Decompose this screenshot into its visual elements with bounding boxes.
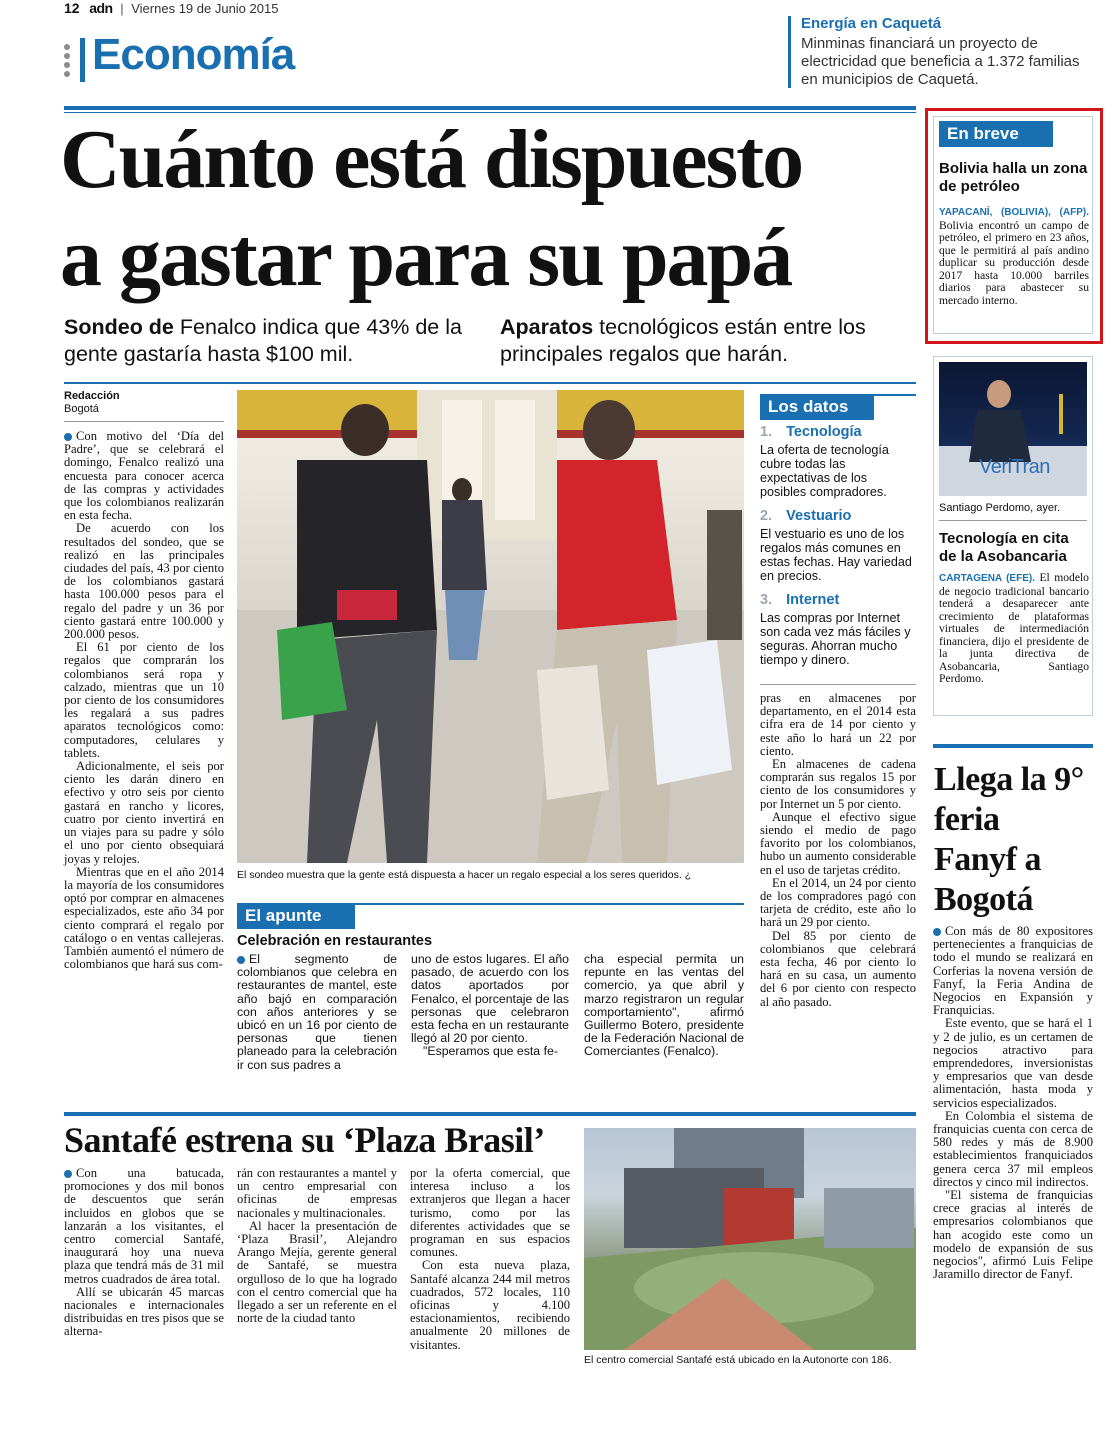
main-col4 bbox=[760, 692, 916, 1009]
bullet-icon bbox=[64, 433, 72, 441]
col4-p5: Del 85 por ciento de colombianos que celebrará esta fecha, 46 por ciento lo hará en su casa, un aumento del 6 por ciento con respecto al año pasado. bbox=[760, 928, 916, 1009]
fanyf-p2: Este evento, que se hará el 1 y 2 de julio, es un certamen de negocios atractivo para emprendedores, inversionistas y empresarios que van desde alimentación, hasta moda y servicios especializados. bbox=[933, 1016, 1093, 1110]
deck-right bbox=[500, 314, 915, 368]
bullet-icon bbox=[237, 956, 245, 964]
page-header bbox=[64, 0, 764, 18]
fanyf-p1: Con más de 80 expositores pertenecientes a franquicias de todo el mundo se realizará en Corferias la novena versión de Fanyf, la Feria Andina de Negocios en Expansión y Franquicias. bbox=[933, 924, 1093, 1018]
col1-p5: Mientras que en el año 2014 la mayoría de los consumidores optó por comprar en almacenes especializados, este año 34 por ciento comprará el regalo por catálogo o en ventas callejeras. También aumentó el número de colombianos que hará sus com- bbox=[64, 864, 224, 972]
byline-city: Bogotá bbox=[64, 403, 99, 415]
los-datos-list bbox=[760, 424, 916, 676]
asobancaria-headline: Tecnología en cita de la Asobancaria bbox=[939, 530, 1069, 565]
asobancaria-text: El modelo de negocio tradicional bancario tenderá a desaparecer ante crecimiento de plataformas virtuales de intermediación financiera, dijo el presidente de la junta directiva de Asobancaria, Santiago Perdomo. bbox=[939, 571, 1089, 685]
el-apunte-col2-p2: "Esperamos que esta fe- bbox=[423, 1044, 558, 1059]
santafe-col1-p1: Con una batucada, promociones y dos mil bonos de descuentos que serán incluidos en globos que se lanzarán a los visitantes, el centro comercial Santafé, inaugurará hoy una nueva plaza que tendrá más de 31 mil metros cuadrados de área total. bbox=[64, 1166, 224, 1286]
santafe-col1 bbox=[64, 1167, 224, 1339]
asobancaria-photo bbox=[939, 362, 1087, 496]
los-datos-rule bbox=[870, 394, 916, 396]
brand-logo: adn bbox=[89, 0, 113, 16]
datos-text: El vestuario es uno de los regalos más comunes en estas fechas. Hay variedad en precios. bbox=[760, 527, 912, 583]
deck-left bbox=[64, 314, 494, 368]
teaser-title: Energía en Caquetá bbox=[801, 15, 942, 32]
el-apunte-col1 bbox=[237, 953, 397, 1072]
el-apunte-col2-text: uno de estos lugares. El año pasado, de acuerdo con los datos aportados por Fenalco, el porcentaje de las personas que celebraron esta fecha en un restaurante llegó al 20 por ciento. bbox=[411, 952, 569, 1046]
caption-glyph: ¿ bbox=[684, 869, 692, 881]
santafe-col3 bbox=[410, 1167, 570, 1352]
main-headline-line2: a gastar para su papá bbox=[60, 211, 792, 304]
el-apunte-col2 bbox=[411, 953, 569, 1059]
fanyf-p3: En Colombia el sistema de franquicias cuenta con cerca de 580 redes y más de 8.900 establecimientos franquiciados genera cerca 37 mil empleos directos y cinco mil indirectos. bbox=[933, 1108, 1093, 1189]
en-breve-dateline: YAPACANÍ, (BOLIVIA), (AFP). bbox=[939, 207, 1089, 218]
main-photo bbox=[237, 390, 744, 863]
main-col1 bbox=[64, 430, 224, 971]
page-date: Viernes 19 de Junio 2015 bbox=[131, 1, 279, 16]
deck-right-bold: Aparatos bbox=[500, 315, 594, 339]
los-datos-tag: Los datos bbox=[760, 394, 874, 420]
page-number: 12 bbox=[64, 0, 80, 16]
col1-p1: Con motivo del ‘Día del Padre’, que se celebrará el domingo, Fenalco realizó una encuesta para conocer acerca de las compras y actividades que los colombianos realizarán en esta fecha. bbox=[64, 429, 224, 523]
santafe-col1-p2: Allí se ubicarán 45 marcas nacionales e internacionales distribuidas en tres pisos que se alterna- bbox=[64, 1284, 224, 1339]
santafe-col3-p2: Con esta nueva plaza, Santafé alcanza 244 mil metros cuadrados, 572 locales, 110 oficinas y 4.100 estacionamientos, recibiendo anualmente 20 millones de visitantes. bbox=[410, 1258, 570, 1352]
datos-text: La oferta de tecnología cubre todas las expectativas de los posibles compradores. bbox=[760, 443, 889, 499]
santafe-col2 bbox=[237, 1167, 397, 1325]
asobancaria-photo-caption: Santiago Perdomo, ayer. bbox=[939, 502, 1061, 514]
main-headline-line1: Cuánto está dispuesto bbox=[60, 113, 803, 206]
section-title: Economía bbox=[92, 30, 295, 79]
teaser-bar bbox=[788, 16, 791, 88]
deck-rule bbox=[64, 382, 916, 384]
datos-title: Vestuario bbox=[786, 508, 852, 524]
fanyf-headline: Llega la 9° feria Fanyf a Bogotá bbox=[934, 761, 1084, 918]
el-apunte-rule bbox=[351, 903, 744, 905]
asobancaria-caption-rule bbox=[939, 520, 1087, 521]
en-breve-headline: Bolivia halla un zona de petróleo bbox=[939, 160, 1088, 195]
bullet-icon bbox=[933, 928, 941, 936]
header-divider: | bbox=[120, 1, 124, 16]
col1-p4: Adicionalmente, el seis por ciento les darán dinero en efectivo y otro seis por ciento gastará en rancho y licores, cuatro por ciento invertirá en un viajes para su padre y sólo el uno por ciento obsequiará joyas y relojes. bbox=[64, 759, 224, 866]
col4-p2: En almacenes de cadena comprarán sus regalos 15 por ciento de los consumidores y por Internet un 5 por ciento. bbox=[760, 757, 916, 811]
fanyf-rule bbox=[933, 744, 1093, 748]
teaser-text: Minminas financiará un proyecto de electricidad que beneficia a 1.372 familias en municipios de Caquetá. bbox=[801, 35, 1080, 88]
datos-title: Internet bbox=[786, 592, 840, 608]
col4-p1: pras en almacenes por departamento, en el 2014 esta cifra era de 14 por ciento y este año lo hará un 22 por ciento. bbox=[760, 691, 916, 758]
datos-num: 2. bbox=[760, 508, 773, 524]
top-rule bbox=[64, 106, 916, 110]
en-breve-body bbox=[939, 206, 1089, 307]
bullet-icon bbox=[64, 1170, 72, 1178]
shoppers-illustration bbox=[237, 390, 744, 863]
el-apunte-col3-text: cha especial permita un repunte en las ventas del comercio, ya que abril y marzo registraron un regular comportamiento", afirmó Guillermo Botero, presidente de la Federación Nacional de Comerciantes (Fenalco). bbox=[584, 952, 744, 1059]
santafe-col3-p1: por la oferta comercial, que interesa incluso a los extranjeros que llegan a hacer turismo, como por las diferentes actividades que se programan en sus espacios comunes. bbox=[410, 1166, 570, 1260]
santafe-rule bbox=[64, 1112, 916, 1116]
santafe-col2-p2: Al hacer la presentación de ‘Plaza Brasil’, Alejandro Arango Mejía, gerente general de Santafé, se muestra orgulloso de lo que ha logrado con el centro comercial que ha llegado a ser un referente en el norte de la ciudad tanto bbox=[237, 1218, 397, 1326]
santafe-headline: Santafé estrena su ‘Plaza Brasil’ bbox=[64, 1120, 545, 1160]
santafe-photo-caption: El centro comercial Santafé está ubicado en la Autonorte con 186. bbox=[584, 1354, 892, 1366]
santafe-photo bbox=[584, 1128, 916, 1350]
asobancaria-dateline: CARTAGENA (EFE). bbox=[939, 573, 1035, 584]
col4-p4: En el 2014, un 24 por ciento de los compradores pagó con tarjeta de crédito, este año lo hará un 29 por ciento. bbox=[760, 875, 916, 930]
fanyf-body bbox=[933, 925, 1093, 1281]
section-dots-icon bbox=[64, 42, 72, 82]
el-apunte-col3 bbox=[584, 953, 744, 1059]
deck-left-text: Fenalco indica que 43% de la gente gastaría hasta $100 mil. bbox=[64, 315, 462, 366]
el-apunte-title: Celebración en restaurantes bbox=[237, 933, 433, 949]
datos-item bbox=[760, 424, 916, 508]
datos-item bbox=[760, 592, 916, 676]
col1-p2: De acuerdo con los resultados del sondeo, que se realizó en las principales ciudades del país, 43 por ciento de los colombianos gastará hasta 100.000 pesos para el regalo del padre y un 36 por ciento gastará entre 100.000 y 200.000 pesos. bbox=[64, 521, 224, 642]
en-breve-tag: En breve bbox=[939, 121, 1053, 147]
deck-left-bold: Sondeo de bbox=[64, 315, 174, 339]
veritran-sign: VeriTran bbox=[979, 456, 1050, 478]
datos-num: 3. bbox=[760, 592, 773, 608]
el-apunte-tag: El apunte bbox=[237, 903, 355, 929]
byline-name: Redacción bbox=[64, 390, 120, 402]
byline bbox=[64, 390, 120, 416]
datos-text: Las compras por Internet son cada vez más fáciles y seguras. Ahorran mucho tiempo y dinero. bbox=[760, 611, 911, 667]
section-bar bbox=[80, 38, 85, 82]
los-datos-bottom-rule bbox=[760, 684, 916, 685]
byline-rule bbox=[64, 421, 224, 422]
plaza-illustration bbox=[584, 1128, 916, 1350]
datos-num: 1. bbox=[760, 424, 773, 440]
datos-title: Tecnología bbox=[786, 424, 862, 440]
el-apunte-col1-text: El segmento de colombianos que celebra en restaurantes de mantel, este año bajó en comparación con años anteriores y se ubicó en un 16 por ciento de personas que tienen planeado para la celebración ir con sus padres a bbox=[237, 952, 397, 1072]
santafe-col2-p1: rán con restaurantes a mantel y un centro empresarial con oficinas de empresas nacionales y multinacionales. bbox=[237, 1166, 397, 1220]
datos-item bbox=[760, 508, 916, 592]
col1-p3: El 61 por ciento de los regalos que comprarán los colombianos será ropa y calzado, mientras que un 10 por ciento de los consumidores les regalará a sus padres aparatos tecnológicos como: computadores, celulares y tablets. bbox=[64, 640, 224, 760]
col4-p3: Aunque el efectivo sigue siendo el medio de pago favorito por los colombianos, hubo un aumento considerable en el uso de tarjetas crédito. bbox=[760, 809, 916, 877]
main-photo-caption-text: El sondeo muestra que la gente está dispuesta a hacer un regalo especial a los seres queridos. bbox=[237, 869, 682, 881]
deck-right-text: tecnológicos están entre los principales regalos que harán. bbox=[500, 315, 866, 366]
asobancaria-body bbox=[939, 572, 1089, 686]
main-photo-caption bbox=[237, 869, 744, 881]
en-breve-text: Bolivia encontró un campo de petróleo, el primero en 23 años, que le permitirá al país andino duplicar su producción desde 2017 hasta 10.000 barriles diarios para abastecer su mercado interno. bbox=[939, 218, 1089, 307]
fanyf-p4: "El sistema de franquicias crece gracias al interés de empresarios colombianos que han acogido este como un modelo de expansión de sus negocios", afirmó Luis Felipe Jaramillo director de Fanyf. bbox=[933, 1188, 1093, 1282]
